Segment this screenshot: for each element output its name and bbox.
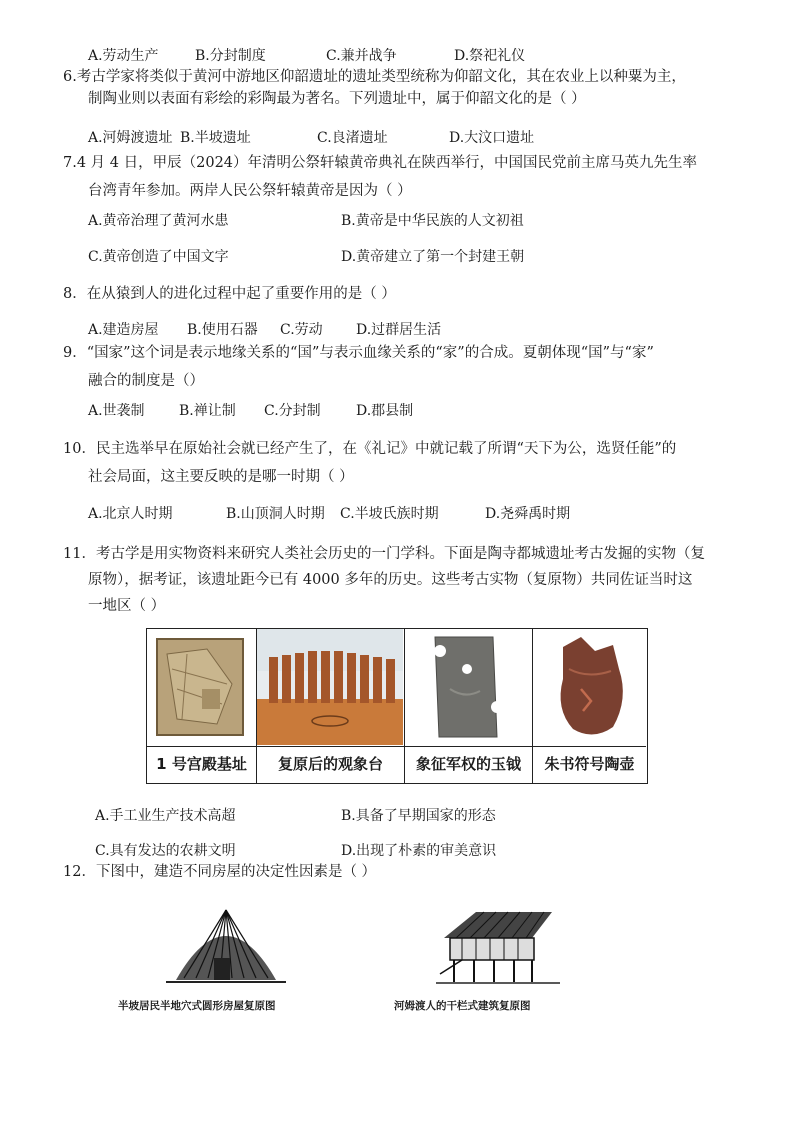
- q5-option-d[interactable]: D.祭祀礼仪: [454, 48, 526, 64]
- figure-caption-2: 复原后的观象台: [277, 755, 383, 773]
- q9-option-a[interactable]: A.世袭制: [88, 403, 145, 419]
- figure-caption-4: 朱书符号陶壶: [544, 755, 635, 773]
- q9-option-b[interactable]: B.禅让制: [179, 403, 236, 419]
- q7-option-a[interactable]: A.黄帝治理了黄河水患: [88, 213, 229, 229]
- house-figure: [118, 902, 558, 1020]
- q6-option-b[interactable]: B.半坡遗址: [180, 130, 251, 146]
- q6-stem-line1: 6.考古学家将类似于黄河中游地区仰韶遗址的遗址类型统称为仰韶文化，其在农业上以种粟为主，: [63, 69, 686, 85]
- q11-option-b[interactable]: B.具备了早期国家的形态: [341, 808, 496, 824]
- q10-option-a[interactable]: A.北京人时期: [88, 506, 173, 522]
- q11-option-d[interactable]: D.出现了朴素的审美意识: [341, 843, 497, 859]
- figure-caption-1: 1 号宫殿基址: [156, 755, 247, 773]
- figure-cell-palace: [147, 629, 257, 783]
- q6-option-a[interactable]: A.河姆渡遗址: [88, 130, 173, 146]
- q5-option-b[interactable]: B.分封制度: [195, 48, 266, 64]
- q9-option-c[interactable]: C.分封制: [264, 403, 321, 419]
- jade-axe-image: [405, 629, 532, 747]
- archaeology-figure-table: [146, 628, 648, 784]
- q11-option-c[interactable]: C.具有发达的农耕文明: [95, 843, 236, 859]
- q8-option-d[interactable]: D.过群居生活: [356, 322, 442, 338]
- q9-stem-line2: 融合的制度是（）: [88, 373, 204, 389]
- pottery-pot-image: [533, 629, 646, 747]
- q6-option-d[interactable]: D.大汶口遗址: [449, 130, 535, 146]
- q11-option-a[interactable]: A.手工业生产技术高超: [95, 808, 236, 824]
- q10-stem-line1: 10．民主选举早在原始社会就已经产生了，在《礼记》中就记载了所谓“天下为公，选贤任能”的: [63, 441, 677, 457]
- q7-option-c[interactable]: C.黄帝创造了中国文字: [88, 249, 229, 265]
- figure-cell-observatory: [257, 629, 405, 783]
- q7-stem-line2: 台湾青年参加。两岸人民公祭轩辕黄帝是因为（ ）: [88, 183, 412, 199]
- q10-stem-line2: 社会局面，这主要反映的是哪一时期（ ）: [88, 469, 354, 485]
- q7-option-b[interactable]: B.黄帝是中华民族的人文初祖: [341, 213, 524, 229]
- q6-option-c[interactable]: C.良渚遗址: [317, 130, 388, 146]
- q11-stem-line1: 11．考古学是用实物资料来研究人类社会历史的一门学科。下面是陶寺都城遗址考古发掘的实物（复: [63, 546, 705, 562]
- hemudu-stilt-house-icon: [436, 908, 560, 988]
- hemudu-caption: 河姆渡人的干栏式建筑复原图: [394, 1000, 531, 1012]
- q5-option-c[interactable]: C.兼并战争: [326, 48, 397, 64]
- q8-option-a[interactable]: A.建造房屋: [88, 322, 159, 338]
- q6-stem-line2: 制陶业则以表面有彩绘的彩陶最为著名。下列遗址中，属于仰韶文化的是（ ）: [88, 91, 586, 107]
- q7-option-d[interactable]: D.黄帝建立了第一个封建王朝: [341, 249, 525, 265]
- figure-cell-pottery: [533, 629, 646, 783]
- q5-option-a[interactable]: A.劳动生产: [88, 48, 159, 64]
- palace-foundation-image: [147, 629, 256, 747]
- q10-option-c[interactable]: C.半坡氏族时期: [340, 506, 439, 522]
- q7-stem-line1: 7.4 月 4 日，甲辰（2024）年清明公祭轩辕黄帝典礼在陕西举行，中国国民党前主席马英九先生率: [63, 155, 698, 171]
- q8-option-b[interactable]: B.使用石器: [187, 322, 258, 338]
- figure-caption-3: 象征军权的玉钺: [415, 755, 521, 773]
- figure-cell-jade-axe: [405, 629, 533, 783]
- q9-stem-line1: 9．“国家”这个词是表示地缘关系的“国”与表示血缘关系的“家”的合成。夏朝体现“国”与“家”: [63, 345, 654, 361]
- q11-stem-line3: 一地区（ ）: [88, 598, 166, 614]
- q12-stem: 12．下图中，建造不同房屋的决定性因素是（ ）: [63, 864, 377, 880]
- banpo-caption: 半坡居民半地穴式圆形房屋复原图: [118, 1000, 276, 1012]
- banpo-round-house-icon: [166, 902, 286, 990]
- q10-option-b[interactable]: B.山顶洞人时期: [226, 506, 325, 522]
- observatory-image: [257, 629, 404, 747]
- q8-stem: 8．在从猿到人的进化过程中起了重要作用的是（ ）: [63, 286, 396, 302]
- q11-stem-line2: 原物），据考证，该遗址距今已有 4000 多年的历史。这些考古实物（复原物）共同佐证当时这: [88, 572, 693, 588]
- q10-option-d[interactable]: D.尧舜禹时期: [485, 506, 571, 522]
- q9-option-d[interactable]: D.郡县制: [356, 403, 414, 419]
- q8-option-c[interactable]: C.劳动: [280, 322, 323, 338]
